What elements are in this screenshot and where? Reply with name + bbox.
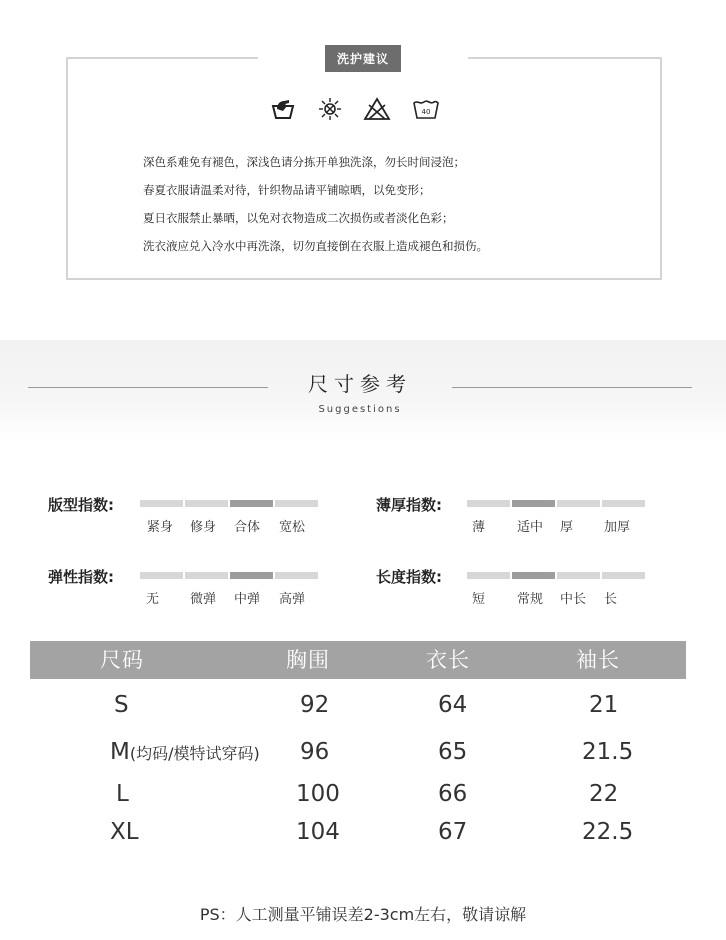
- wash-temp-label: 40: [421, 108, 431, 116]
- index-bar-selected: [230, 572, 273, 579]
- length-cell: 66: [438, 781, 468, 807]
- index-option: 短: [472, 592, 486, 607]
- chest-cell: 96: [300, 739, 330, 765]
- index-option: 厚: [560, 520, 574, 535]
- index-bars: [140, 572, 318, 579]
- index-label: 长度指数:: [376, 568, 442, 586]
- index-bar-selected: [230, 500, 273, 507]
- sleeve-cell: 22: [589, 781, 619, 807]
- header-length: 衣长: [426, 648, 470, 672]
- table-row: [0, 777, 726, 811]
- length-index: [376, 566, 676, 611]
- care-title: 洗护建议: [325, 45, 401, 72]
- length-cell: 65: [438, 739, 468, 765]
- care-instructions: [143, 148, 613, 260]
- index-option: 长: [604, 592, 618, 607]
- table-row: [0, 688, 726, 722]
- index-option: 常规: [517, 592, 544, 607]
- table-row: [0, 735, 726, 769]
- care-line: 洗衣液应兑入冷水中再洗涤，切勿直接倒在衣服上造成褪色和损伤。: [143, 239, 488, 253]
- index-option: 合体: [234, 520, 261, 535]
- table-row: [0, 815, 726, 849]
- hand-wash-icon: [270, 97, 296, 121]
- sleeve-cell: 21.5: [582, 739, 634, 765]
- no-bleach-icon: [363, 97, 391, 121]
- index-bar: [602, 572, 645, 579]
- elasticity-index: [48, 566, 348, 611]
- index-bar: [140, 500, 183, 507]
- header-sleeve: 袖长: [576, 648, 620, 672]
- index-bar: [467, 500, 510, 507]
- length-cell: 64: [438, 692, 468, 718]
- header-chest: 胸围: [286, 648, 330, 672]
- thickness-index: [376, 494, 676, 539]
- index-option: 无: [146, 592, 160, 607]
- index-label: 薄厚指数:: [376, 496, 442, 514]
- section-title: 尺寸参考: [308, 372, 412, 396]
- index-bars: [467, 572, 645, 579]
- chest-cell: 100: [296, 781, 340, 807]
- index-option: 中弹: [234, 592, 261, 607]
- section-divider-right: [452, 387, 692, 388]
- ps-note: PS：人工测量平铺误差2-3cm左右，敬请谅解: [199, 905, 527, 924]
- index-option: 高弹: [279, 592, 306, 607]
- index-bars: [467, 500, 645, 507]
- section-divider-left: [28, 387, 268, 388]
- care-title-wrap: [258, 36, 468, 80]
- index-option: 修身: [190, 520, 217, 535]
- sleeve-cell: 21: [589, 692, 619, 718]
- index-option: 宽松: [279, 520, 306, 535]
- index-bar: [275, 572, 318, 579]
- care-line: 夏日衣服禁止暴晒，以免对衣物造成二次损伤或者淡化色彩；: [143, 211, 454, 225]
- size-code: XL: [110, 819, 139, 845]
- index-option: 紧身: [147, 520, 174, 535]
- care-icons: [270, 94, 440, 124]
- index-option: 适中: [517, 520, 544, 535]
- index-bar: [557, 500, 600, 507]
- sleeve-cell: 22.5: [582, 819, 634, 845]
- size-cell: [110, 735, 260, 771]
- size-cell: [110, 815, 139, 851]
- care-line: 深色系难免有褪色，深浅色请分拣开单独洗涤，勿长时间浸泡；: [143, 155, 465, 169]
- size-code: M: [110, 739, 130, 765]
- size-table-header: [30, 641, 686, 679]
- index-bar-selected: [512, 572, 555, 579]
- size-cell: [116, 777, 129, 813]
- size-note: (均码/模特试穿码): [129, 744, 260, 763]
- index-bar-selected: [512, 500, 555, 507]
- index-bar: [557, 572, 600, 579]
- index-bar: [275, 500, 318, 507]
- size-code: S: [114, 692, 129, 718]
- index-bar: [185, 500, 228, 507]
- index-option: 中长: [560, 592, 587, 607]
- size-code: L: [116, 781, 129, 807]
- chest-cell: 92: [300, 692, 330, 718]
- wash-40-icon: [412, 98, 440, 120]
- index-option: 加厚: [604, 520, 631, 535]
- index-option: 薄: [472, 520, 486, 535]
- care-line: 春夏衣服请温柔对待，针织物品请平铺晾晒，以免变形；: [143, 183, 431, 197]
- header-size: 尺码: [100, 648, 144, 672]
- no-tumble-dry-icon: [317, 96, 343, 122]
- index-bar: [602, 500, 645, 507]
- length-cell: 67: [438, 819, 468, 845]
- index-bar: [467, 572, 510, 579]
- index-bar: [185, 572, 228, 579]
- index-label: 弹性指数:: [48, 568, 114, 586]
- chest-cell: 104: [296, 819, 340, 845]
- section-subtitle: Suggestions: [318, 404, 402, 415]
- fit-index: [48, 494, 348, 539]
- index-bars: [140, 500, 318, 507]
- size-cell: [114, 688, 129, 724]
- index-label: 版型指数:: [48, 496, 114, 514]
- index-bar: [140, 572, 183, 579]
- index-option: 微弹: [190, 592, 217, 607]
